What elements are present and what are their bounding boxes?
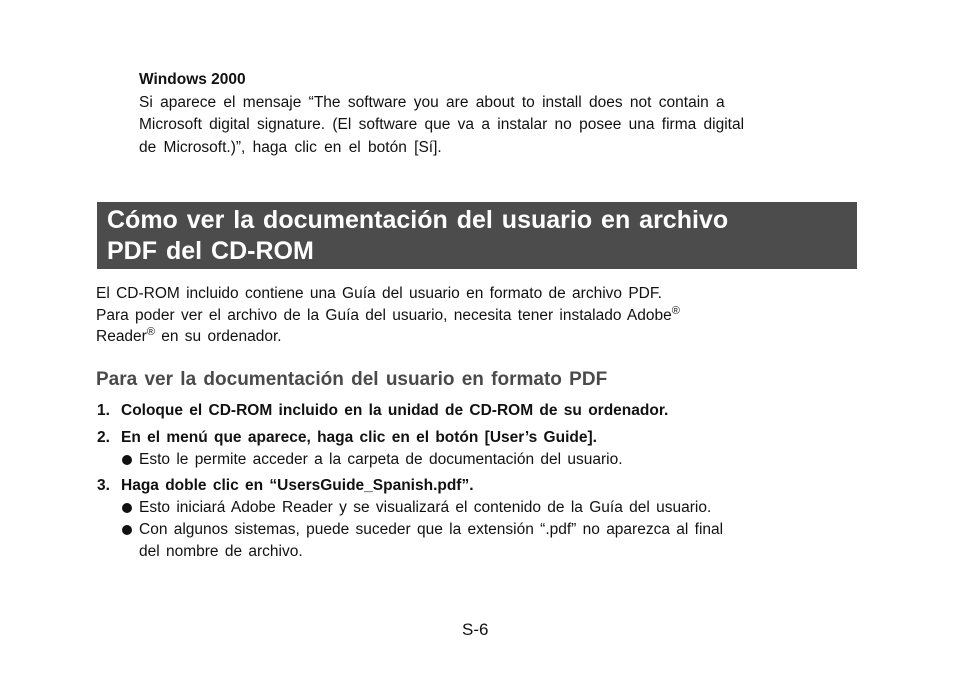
step-text: Haga doble clic en “UsersGuide_Spanish.pdf”.: [121, 477, 474, 494]
subheading: Para ver la documentación del usuario en formato PDF: [96, 369, 608, 390]
intro-line-3-reader: Reader: [96, 328, 147, 345]
bullet-icon: [122, 503, 132, 513]
intro-line-2: [96, 305, 816, 327]
intro-paragraph: [96, 283, 816, 348]
step-number: 1.: [97, 402, 110, 419]
bullet-text: Con algunos sistemas, puede suceder que la extensión “.pdf” no aparezca al final: [139, 521, 724, 538]
step-number: 2.: [97, 429, 110, 446]
intro-line-2-text: Para poder ver el archivo de la Guía del usuario, necesita tener instalado Adobe: [96, 306, 672, 324]
bullet-item: [122, 519, 723, 563]
intro-line-1: El CD-ROM incluido contiene una Guía del usuario en formato de archivo PDF.: [96, 285, 662, 302]
windows2000-note: [139, 69, 811, 159]
windows2000-line-2: Microsoft digital signature. (El software que va a instalar no posee una firma digital: [139, 116, 745, 133]
windows2000-line-1: Si aparece el mensaje “The software you are about to install does not contain a: [139, 93, 725, 111]
step-text: En el menú que aparece, haga clic en el botón [User’s Guide].: [121, 429, 597, 446]
intro-line-3-tail: en su ordenador.: [154, 328, 282, 345]
bullet-text-continued: del nombre de archivo.: [139, 543, 303, 560]
windows2000-line-3: de Microsoft.)”, haga clic en el botón [Sí].: [139, 138, 442, 156]
bullet-item: [122, 497, 711, 519]
bullet-icon: [122, 455, 132, 465]
section-title-line-2: PDF del CD-ROM: [107, 237, 314, 265]
section-title-line-1: Cómo ver la documentación del usuario en archivo: [107, 206, 729, 234]
registered-mark: ®: [671, 304, 680, 317]
windows2000-heading: Windows 2000: [139, 71, 246, 88]
bullet-text: Esto iniciará Adobe Reader y se visualizará el contenido de la Guía del usuario.: [139, 499, 712, 516]
page-number: S-6: [462, 620, 489, 639]
bullet-icon: [122, 525, 132, 535]
intro-line-3: [96, 326, 816, 348]
step-number: 3.: [97, 477, 110, 494]
step-text: Coloque el CD-ROM incluido en la unidad de CD-ROM de su ordenador.: [121, 402, 669, 419]
bullet-item: [122, 449, 623, 471]
section-title-banner: [97, 202, 857, 269]
bullet-text: Esto le permite acceder a la carpeta de documentación del usuario.: [139, 451, 623, 468]
registered-mark-2: ®: [146, 325, 155, 338]
